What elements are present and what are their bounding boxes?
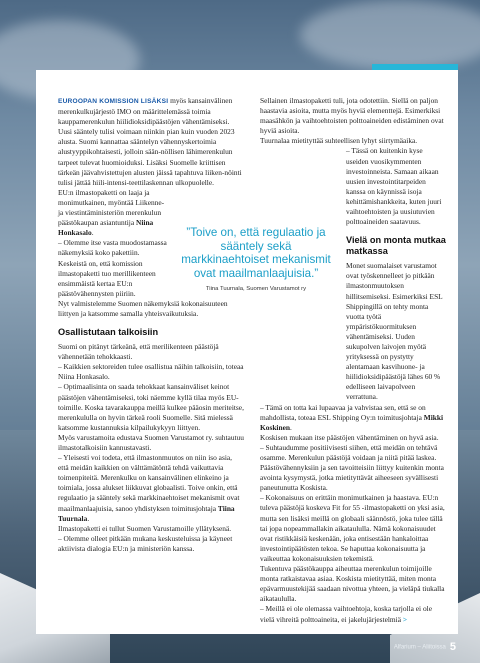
- section-heading: Osallistutaan talkoisiin: [58, 327, 159, 338]
- paragraph: Nyt valmistelemme Suomen näkemyksiä kokonaisuuteen liittyen ja katsomme samalla yhteisvaikutuksia.: [58, 298, 228, 318]
- continue-arrow-icon: >: [402, 614, 408, 624]
- person-name: Niina Honkasalo: [58, 218, 154, 238]
- pull-quote: [176, 226, 336, 292]
- paragraph: Monet suomalaiset varustamot ovat työskennelleet jo pitkään ilmastonmuutoksen hillitsemiseksi. Esimerkiksi ESL Shippingillä on tehty monta vuotta työtä ympäristökuormituksen vähentämiseksi. Uuden sukupolven laivojen myötä yrityksessä on pystytty alentamaan kasvihuone- ja hiilidioksidipäästöjä lähes 60 % edelliseen laivapolveen verrattuna.: [346, 261, 443, 402]
- article-column-right: [260, 96, 446, 625]
- paragraph: Päästövähennyksiin ja sen tavoitteisiin liittyy kuitenkin monta avointa kysymystä, jotka mietityttävät aiheeseen syvällisesti paneutunutta Koskista.: [260, 463, 444, 493]
- paragraph: – Tässä on kuitenkin kyse useiden vuosikymmenten investoinneista. Samaan aikaan uusien investointitarpeiden kanssa on käynnissä isoja kehittämishankkeita, kuten juuri vaihtoehtoisten ja uusiutuvien polttoaineiden saatavuus.: [346, 146, 442, 227]
- page-number: 5: [449, 641, 456, 653]
- paragraph: – Olemme olleet pitkään mukana keskusteluissa ja käyneet aktiivista dialogia EU:n ja ministeriön kanssa.: [58, 533, 233, 553]
- article-column-left: [58, 96, 244, 554]
- paragraph: – Yleisesti voi todeta, että ilmastonmuutos on niin iso asia, että meidän kaikkien on välttämätöntä tehdä vaikuttavia toimenpiteitä. Merenkulku on kansainvälinen elinkeino ja toimiala, jossa alukset liikkuvat globaalisti. Toive onkin, että regulaatio ja sääntely sekä markkinaehtoiset mekanismit ovat maailmanlaajuisia, sanoo yhdistyksen toimitusjohtaja Tiina Tuurnala.: [58, 453, 240, 523]
- page-footer: [394, 641, 456, 653]
- person-name: Mikki Koskinen: [260, 412, 444, 432]
- paragraph: EUROOPAN KOMISSION LISÄKSI myös kansainvälinen merenkulkujärjestö IMO on määrittelemässä toimia kauppamerenkulun hiilidioksidipäästöjen vähentämiseksi. Uusi sääntely tulisi voimaan niinkin pian kuin vuoden 2023 alusta. Suomi kannattaa sääntelyn vähennyskertoimia alustyyppikohtaisesti, jolloin sään-nöllisen lähimerenkulun tarpeet tulevat huomioiduksi. Lisäksi Suomelle kriittisen tärkeän jäävahvistettujen alusten jäissä tapahtuva liiken-nöinti tulisi jättää hiili-intensi-teettilaskennan ulkopuolelle.: [58, 96, 242, 187]
- paragraph: Tuurnalaa mietityttää suhteellisen lyhyt siirtymäaika.: [260, 136, 418, 146]
- background-cloud: [300, 0, 480, 70]
- person-name: Tiina Tuurnala: [58, 503, 235, 523]
- section-heading: Vielä on monta mutkaa matkassa: [346, 235, 446, 257]
- paragraph: EU:n ilmastopaketti on laaja ja monimutkainen, myöntää Liikenne- ja viestintäministeriön merenkulun päästökaupan asiantuntija Niina Honkasalo.: [58, 187, 165, 238]
- paragraph: Sellainen ilmastopaketti tuli, jota odotettiin. Siellä on paljon haastavia asioita, mutta myös hyviä elementtejä. Esimerkiksi maasähkön ja vaihtoehtoisten polttoaineiden edistäminen ovat hyviä asioita.: [260, 96, 444, 136]
- lead-in: EUROOPAN KOMISSION LISÄKSI: [58, 98, 169, 105]
- paragraph: – Tämä on tottа kai lupaavaa ja vahvistaa sen, että se on mahdollista, toteaa ESL Shipping Oy:n toimitusjohtaja Mikki Koskinen.: [260, 402, 444, 432]
- paragraph: Suomi on pitänyt tärkeänä, että merilikenteen päästöjä vähennetään tehokkaasti.: [58, 342, 219, 362]
- paragraph: Myös varustamoita edustava Suomen Varustamot ry. suhtautuu ilmastotalkoisiin kannustavasti.: [58, 432, 244, 452]
- paragraph: – Optimaalisinta on saada tehokkaat kansainväliset keinot päästöjen vähentämiseksi, toki näemme kyllä tilaa myös EU-toimille. Koska tavarakauppa meillä kulkee pääosin meriteitse, merenkululla on hyvin tärkeä rooli Suomelle. Sitä mielessä katsomme kustannuksia kilpailukykyyn liittyen.: [58, 382, 244, 432]
- article-card: [36, 70, 458, 634]
- paragraph: Ilmastopaketti ei tullut Suomen Varustamoille yllätyksenä.: [58, 523, 232, 533]
- magazine-name: Alfarium – Aliitoissa: [393, 644, 446, 651]
- paragraph: – Suhtaudumme positiivisesti siihen, että meidän on tehtävä osamme. Merenkulun päästöjä voidaan ja niitä pitää laskea.: [260, 442, 438, 462]
- pull-quote-text: ”Toive on, että regulaatio ja sääntely sekä markkinaehtoiset mekanismit ovat maailmanlaajuisia.”: [181, 226, 331, 280]
- pull-quote-attribution: Tiina Tuurnala, Suomen Varustamot ry: [205, 286, 307, 293]
- paragraph: Tukentuva päästökauppa aiheuttaa merenkulun toimijoille monta ratkaistavaa asiaa. Koskista mietityttää, miten monta epävarmuustekijää saadaan nivottua yhteen, ja vieläpä tiukalla aikataululla.: [260, 564, 445, 604]
- paragraph: – Olemme itse vasta muodostamassa näkemyksiä koko pakettiin. Keskeistä on, että komission ilmastopaketti tuo merillikenteen ensimmäistä kertaa EU:n päästövähennysten piiriin.: [58, 238, 167, 298]
- paragraph: – Kaikkien sektoreiden tulee osallistua näihin talkoisiin, toteaa Niina Honkasalo.: [58, 362, 244, 382]
- paragraph: – Meillä ei ole olemassa vaihtoehtoja, koska tarjolla ei ole vielä vihreitä polttoaineita, ei jakelujärjestelmiä >: [260, 604, 432, 624]
- paragraph: Koskisen mukaan itse päästöjen vähentäminen on hyvä asia.: [260, 432, 439, 442]
- paragraph: – Kokonaisuus on erittäin monimutkainen ja haastava. EU:n tuleva päästöjä koskeva Fit for 55 -ilmastopaketti on yksi asia, mutta sen lisäksi meillä on globaali säännöstö, joka tulee tällä tai jopa nopeammallakin aikataululla. Nämä kokonaisuudet ovat ristikkäisiä keskenään, joka entisestään hankaloittaa investointipäätösten tekoa. Se haputtaa kokonaisuutta ja vaikeuttaa kokonaisuuksien tekemistä.: [260, 493, 445, 563]
